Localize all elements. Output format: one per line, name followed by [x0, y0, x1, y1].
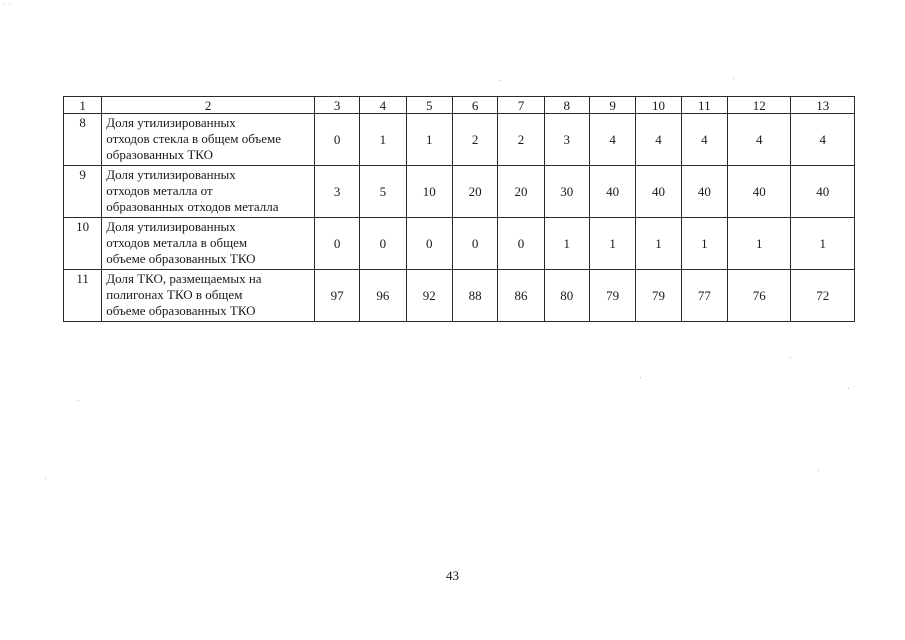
row-label-line: Доля утилизированных — [106, 219, 236, 234]
value-cell: 20 — [498, 166, 544, 218]
value-cell: 1 — [727, 218, 790, 270]
value-cell: 79 — [636, 270, 681, 322]
value-cell: 5 — [360, 166, 406, 218]
row-number-cell: 10 — [64, 218, 102, 270]
value-cell: 2 — [452, 114, 497, 166]
scan-speck — [640, 377, 641, 378]
header-cell: 6 — [452, 97, 497, 114]
row-label-line: объеме образованных ТКО — [106, 303, 256, 318]
value-cell: 76 — [727, 270, 790, 322]
header-cell: 1 — [64, 97, 102, 114]
header-cell: 10 — [636, 97, 681, 114]
scan-speck — [790, 357, 791, 358]
row-label-line: отходов металла от — [106, 183, 213, 198]
scan-speck — [500, 80, 501, 81]
row-label-line: Доля утилизированных — [106, 167, 236, 182]
value-cell: 40 — [681, 166, 727, 218]
row-label-line: объеме образованных ТКО — [106, 251, 256, 266]
value-cell: 40 — [589, 166, 635, 218]
header-cell: 2 — [102, 97, 315, 114]
row-label-cell — [102, 114, 315, 166]
value-cell: 1 — [681, 218, 727, 270]
scan-speck — [78, 400, 79, 401]
value-cell: 20 — [452, 166, 497, 218]
value-cell: 0 — [498, 218, 544, 270]
header-cell: 4 — [360, 97, 406, 114]
row-number-cell: 11 — [64, 270, 102, 322]
value-cell: 0 — [314, 218, 359, 270]
value-cell: 4 — [636, 114, 681, 166]
header-cell: 12 — [727, 97, 790, 114]
value-cell: 4 — [589, 114, 635, 166]
value-cell: 4 — [681, 114, 727, 166]
row-label-line: отходов металла в общем — [106, 235, 248, 250]
header-cell: 7 — [498, 97, 544, 114]
value-cell: 96 — [360, 270, 406, 322]
value-cell: 1 — [360, 114, 406, 166]
indicator-table — [63, 96, 855, 322]
value-cell: 72 — [791, 270, 855, 322]
value-cell: 4 — [727, 114, 790, 166]
scan-speck — [848, 388, 849, 389]
value-cell: 3 — [544, 114, 589, 166]
scan-speck — [9, 4, 10, 5]
value-cell: 40 — [727, 166, 790, 218]
value-cell: 30 — [544, 166, 589, 218]
table-row — [64, 114, 855, 166]
value-cell: 1 — [406, 114, 452, 166]
table-row — [64, 218, 855, 270]
row-label-line: полигонах ТКО в общем — [106, 287, 243, 302]
row-label-line: отходов стекла в общем объеме — [106, 131, 282, 146]
row-label-cell — [102, 166, 315, 218]
value-cell: 86 — [498, 270, 544, 322]
value-cell: 1 — [589, 218, 635, 270]
value-cell: 1 — [636, 218, 681, 270]
value-cell: 0 — [360, 218, 406, 270]
page-number: 43 — [446, 568, 459, 583]
header-cell: 5 — [406, 97, 452, 114]
value-cell: 1 — [544, 218, 589, 270]
value-cell: 10 — [406, 166, 452, 218]
scan-speck — [818, 470, 819, 471]
value-cell: 97 — [314, 270, 359, 322]
value-cell: 40 — [636, 166, 681, 218]
value-cell: 1 — [791, 218, 855, 270]
scan-speck — [4, 4, 5, 5]
scan-speck — [45, 478, 46, 479]
row-label-line: Доля ТКО, размещаемых на — [106, 271, 262, 286]
value-cell: 77 — [681, 270, 727, 322]
table-row — [64, 270, 855, 322]
header-cell: 9 — [589, 97, 635, 114]
header-cell: 3 — [314, 97, 359, 114]
header-cell: 11 — [681, 97, 727, 114]
row-label-line: образованных ТКО — [106, 147, 214, 162]
value-cell: 0 — [406, 218, 452, 270]
value-cell: 80 — [544, 270, 589, 322]
value-cell: 79 — [589, 270, 635, 322]
value-cell: 0 — [314, 114, 359, 166]
table-row — [64, 166, 855, 218]
row-number-cell: 8 — [64, 114, 102, 166]
row-label-cell — [102, 270, 315, 322]
row-label-line: Доля утилизированных — [106, 115, 236, 130]
value-cell: 3 — [314, 166, 359, 218]
row-number-cell: 9 — [64, 166, 102, 218]
value-cell: 4 — [791, 114, 855, 166]
value-cell: 88 — [452, 270, 497, 322]
value-cell: 92 — [406, 270, 452, 322]
scan-speck — [733, 78, 734, 79]
table-header-row — [64, 97, 855, 114]
value-cell: 40 — [791, 166, 855, 218]
value-cell: 0 — [452, 218, 497, 270]
row-label-cell — [102, 218, 315, 270]
value-cell: 2 — [498, 114, 544, 166]
header-cell: 13 — [791, 97, 855, 114]
header-cell: 8 — [544, 97, 589, 114]
row-label-line: образованных отходов металла — [106, 199, 279, 214]
